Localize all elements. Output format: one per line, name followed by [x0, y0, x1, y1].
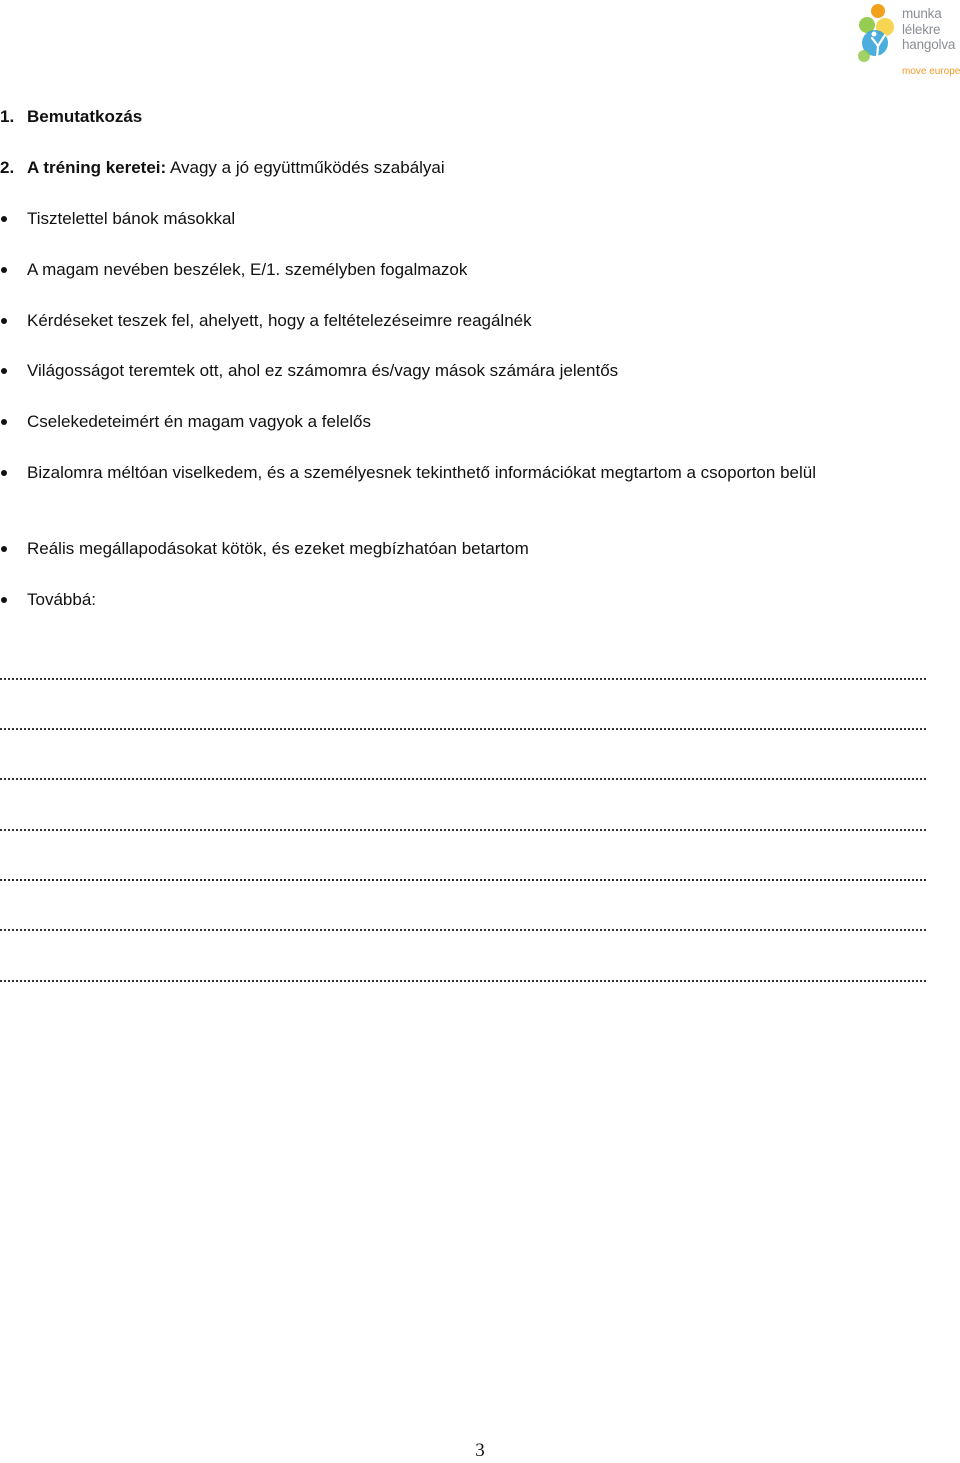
section-title-group: [27, 155, 445, 181]
fill-in-line[interactable]: [0, 879, 926, 881]
list-item-text: Tisztelettel bánok másokkal: [27, 209, 236, 228]
fill-in-line[interactable]: [0, 728, 926, 730]
list-item-text: Továbbá:: [27, 590, 96, 609]
list-item: [0, 460, 907, 486]
fill-in-line[interactable]: [0, 829, 926, 831]
section-title: A tréning keretei:: [27, 158, 167, 177]
logo-line: hangolva: [902, 37, 956, 52]
list-item-text: Bizalomra méltóan viselkedem, és a személyesnek tekinthető információkat megtartom a csoporton belül: [27, 463, 816, 482]
list-item-text: A magam nevében beszélek, E/1. személyben fogalmazok: [27, 260, 468, 279]
fill-in-line[interactable]: [0, 678, 926, 680]
logo-line: lélekre: [902, 21, 941, 37]
fill-in-line[interactable]: [0, 778, 926, 780]
list-item-text: Világosságot teremtek ott, ahol ez számomra és/vagy mások számára jelentős: [27, 361, 619, 380]
logo-figure-icon: [852, 2, 904, 70]
logo-tagline: move europe: [902, 66, 960, 77]
bullet-icon: [1, 546, 7, 552]
bullet-icon: [1, 419, 7, 425]
section-title: Bemutatkozás: [27, 107, 143, 126]
bullet-icon: [1, 318, 7, 324]
logo-line: munka: [902, 6, 942, 21]
list-item-text: Kérdéseket teszek fel, ahelyett, hogy a feltételezéseimre reagálnék: [27, 311, 532, 330]
bullet-icon: [1, 597, 7, 603]
fill-in-line[interactable]: [0, 929, 926, 931]
fill-in-line[interactable]: [0, 980, 926, 982]
section-number: 1.: [0, 107, 15, 126]
bullet-icon: [1, 470, 7, 476]
bullet-icon: [1, 216, 7, 222]
bullet-icon: [1, 368, 7, 374]
logo: [852, 2, 958, 82]
list-item-text: Cselekedeteimért én magam vagyok a felelős: [27, 412, 371, 431]
section-subtitle: Avagy a jó együttműködés szabályai: [166, 158, 445, 177]
page-number: 3: [475, 1440, 485, 1461]
section-number: 2.: [0, 158, 15, 177]
list-item-text: Reális megállapodásokat kötök, és ezeket megbízhatóan betartom: [27, 539, 529, 558]
logo-wordmark: [902, 6, 955, 53]
bullet-icon: [1, 267, 7, 273]
